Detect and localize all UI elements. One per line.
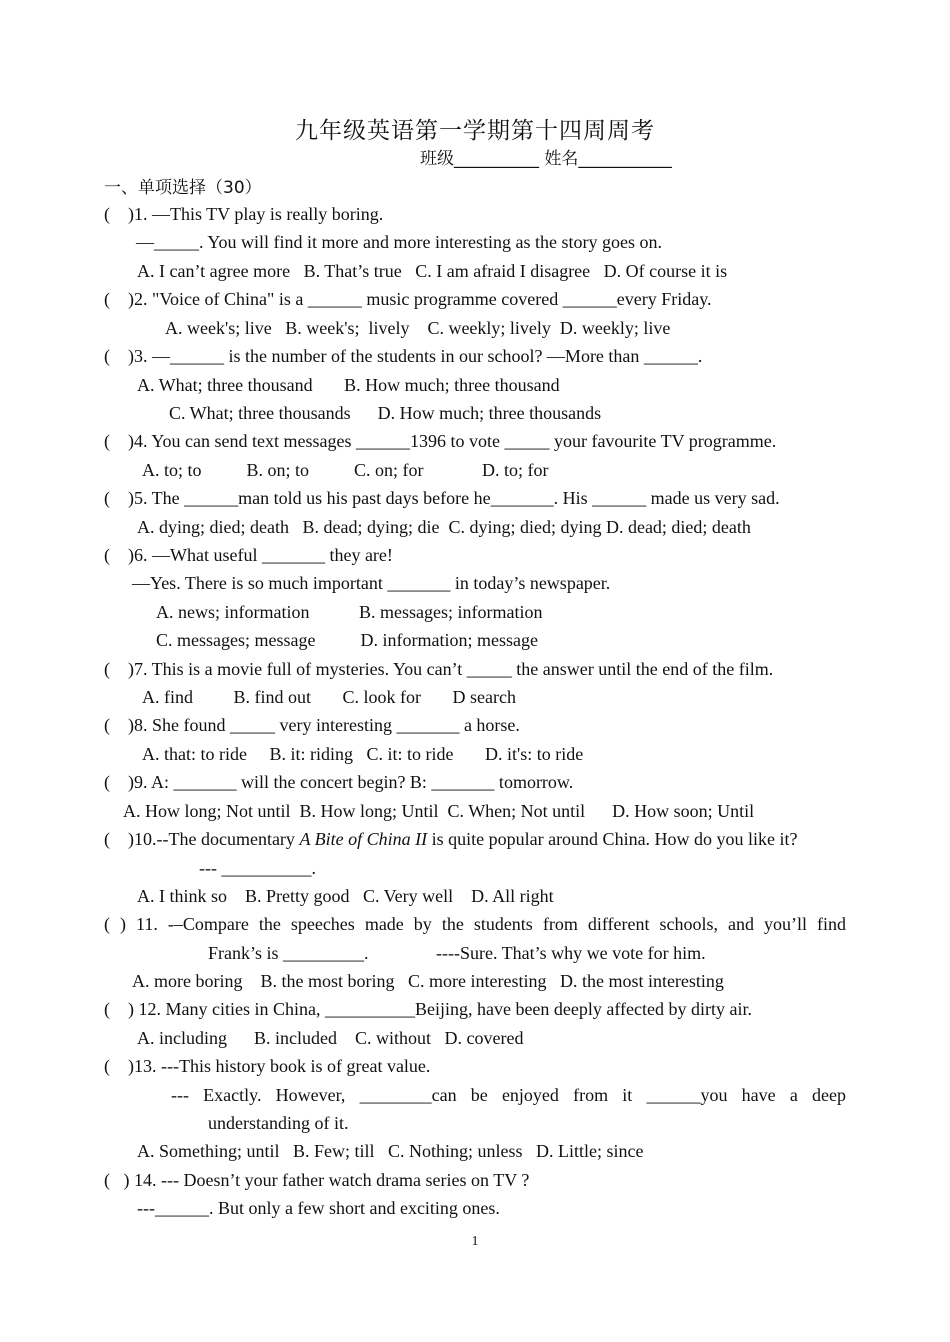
question-3-stem: ( )3. —______ is the number of the students in our school? —More than ______. <box>104 346 703 366</box>
question-12-stem: ( ) 12. Many cities in China, __________Beijing, have been deeply affected by dirty air. <box>104 999 753 1019</box>
question-3-options-cd: C. What; three thousands D. How much; three thousands <box>169 403 602 423</box>
section-heading: 一、单项选择（30） <box>104 178 262 198</box>
question-10-stem-start: ( )10.--The documentary <box>104 829 300 849</box>
question-1-stem: ( )1. —This TV play is really boring. <box>104 204 384 224</box>
question-5-stem: ( )5. The ______man told us his past days before he_______. His ______ made us very sad. <box>104 488 780 508</box>
question-13-stem: ( )13. ---This history book is of great value. <box>104 1056 431 1076</box>
question-5-options: A. dying; died; death B. dead; dying; die C. dying; died; dying D. dead; died; death <box>137 517 751 537</box>
question-7-stem: ( )7. This is a movie full of mysteries. You can’t _____ the answer until the end of the film. <box>104 659 774 679</box>
question-10-stem <box>104 827 798 851</box>
question-6-options-cd: C. messages; message D. information; message <box>156 630 538 650</box>
question-12-options: A. including B. included C. without D. covered <box>137 1028 524 1048</box>
question-7-options: A. find B. find out C. look for D search <box>142 687 516 707</box>
documentary-title: A Bite of China II <box>299 829 428 849</box>
question-6-options-ab: A. news; information B. messages; information <box>156 602 543 622</box>
question-11-options: A. more boring B. the most boring C. more interesting D. the most interesting <box>132 971 724 991</box>
question-1-response: —_____. You will find it more and more interesting as the story goes on. <box>136 232 662 252</box>
question-4-stem: ( )4. You can send text messages ______1396 to vote _____ your favourite TV programme. <box>104 431 777 451</box>
question-6-response: —Yes. There is so much important _______ in today’s newspaper. <box>132 573 611 593</box>
question-11-response: Frank’s is _________. ----Sure. That’s why we vote for him. <box>208 943 706 963</box>
question-13-response: --- Exactly. However, ________can be enjoyed from it ______you have a deep <box>171 1085 846 1105</box>
question-8-stem: ( )8. She found _____ very interesting _______ a horse. <box>104 715 520 735</box>
question-2-stem: ( )2. "Voice of China" is a ______ music programme covered ______every Friday. <box>104 289 712 309</box>
page-title: 九年级英语第一学期第十四周周考 <box>295 118 655 144</box>
question-10-stem-end: is quite popular around China. How do you like it? <box>427 829 798 849</box>
question-2-options: A. week's; live B. week's; lively C. weekly; lively D. weekly; live <box>165 318 671 338</box>
question-6-stem: ( )6. —What useful _______ they are! <box>104 545 393 565</box>
question-1-options: A. I can’t agree more B. That’s true C. I am afraid I disagree D. Of course it is <box>137 261 728 281</box>
question-9-options: A. How long; Not until B. How long; Until C. When; Not until D. How soon; Until <box>123 801 755 821</box>
question-14-response: ---______. But only a few short and exciting ones. <box>137 1198 500 1218</box>
page-number: 1 <box>471 1234 479 1249</box>
question-10-response: --- __________. <box>199 858 316 878</box>
question-13-options: A. Something; until B. Few; till C. Nothing; unless D. Little; since <box>137 1141 644 1161</box>
question-4-options: A. to; to B. on; to C. on; for D. to; for <box>142 460 549 480</box>
question-13-response-cont: understanding of it. <box>208 1113 349 1133</box>
question-8-options: A. that: to ride B. it: riding C. it: to ride D. it's: to ride <box>142 744 584 764</box>
question-10-options: A. I think so B. Pretty good C. Very well D. All right <box>137 886 554 906</box>
question-14-stem: ( ) 14. --- Doesn’t your father watch drama series on TV ? <box>104 1170 530 1190</box>
question-9-stem: ( )9. A: _______ will the concert begin? B: _______ tomorrow. <box>104 772 574 792</box>
question-11-stem: ( ) 11. -–Compare the speeches made by the students from different schools, and you’ll find <box>104 914 846 934</box>
class-name-line: 班级__________ 姓名___________ <box>420 149 672 169</box>
question-3-options-ab: A. What; three thousand B. How much; three thousand <box>137 375 560 395</box>
